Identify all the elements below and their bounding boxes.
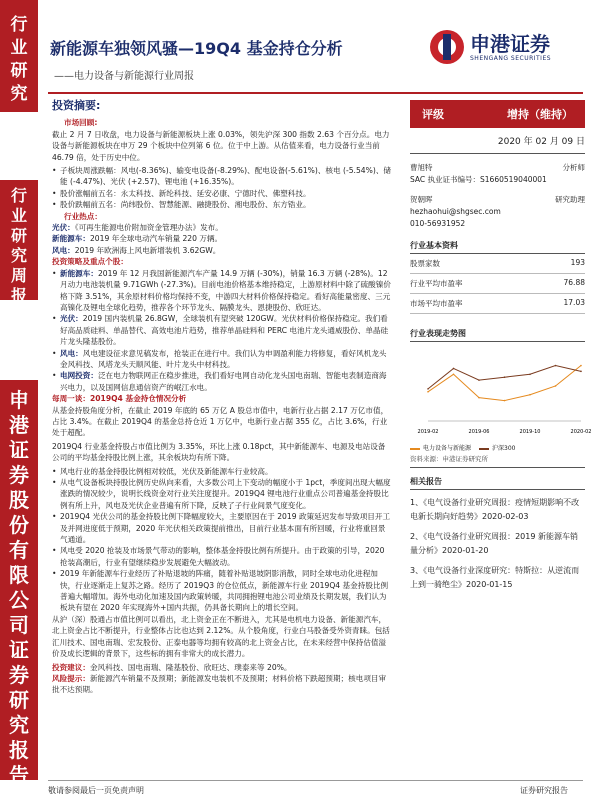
weekly-paragraph-1: 从基金持股角度分析，在截止 2019 年底的 65 万亿 A 股总市值中，电新行业占据 2.17 万亿市值，占比 3.4%。在截止 2019Q4 的基金总持仓近 1 万亿中，电新行业占据 355 亿，占比 3.6%，行业处于超配。 [52, 405, 389, 438]
info-row-value: 76.88 [563, 278, 585, 287]
risk-warning-text: 新能源汽车销量不及预期；新能源发电装机不及预期；材料价格下跌超预期；核电项目审批不达预期。 [52, 673, 387, 695]
band-char: 司 [9, 613, 29, 637]
info-row-key: 行业平均市盈率 [410, 279, 463, 288]
related-report-link[interactable]: 1、《电气设备行业研究周报：疫情短期影响不改电新长期向好趋势》2020-02-03 [410, 498, 580, 521]
series-point [478, 397, 480, 399]
rating-bar [410, 100, 585, 128]
info-row [410, 254, 585, 274]
band-char: 券 [9, 463, 29, 487]
band-char: 业 [10, 206, 27, 225]
band-char: 限 [9, 563, 29, 587]
strategy-wind [52, 348, 392, 371]
series-point [555, 365, 557, 367]
series-point [504, 376, 506, 378]
strategy-grid-label: 电网投资： [60, 371, 98, 381]
band-char: 报 [10, 286, 27, 305]
series-point [427, 391, 429, 393]
band-char: 研 [10, 61, 28, 81]
analyst-2-email[interactable]: hezhaohui@shgsec.com [410, 207, 501, 216]
side-band-weekly [0, 180, 38, 305]
band-char: 研 [10, 226, 27, 245]
hot-topic-pv-text: 《可再生能源电价附加资金管理办法》发布。 [74, 223, 223, 233]
analyst-1-name: 曹旭特 [410, 163, 433, 172]
band-char: 申 [9, 388, 29, 412]
footer-report-type: 证券研究报告 [520, 786, 568, 795]
series-point [453, 368, 455, 370]
band-char: 券 [9, 663, 29, 687]
hot-topic-ev [52, 233, 392, 244]
hot-topic-wind [52, 245, 392, 256]
band-char: 行 [10, 186, 27, 205]
top-losers-bullet: • 股价跌幅前五名：尚纬股份、智慧能源、融捷股份、湘电股份、东方锆业。 [52, 199, 392, 210]
weekly-bullet-wind-2020: • 风电受 2020 抢装及市场景气带动的影响，整体基金持股比例有所提升。由于政策的引导，2020 抢装高潮后，行业有望继续稳步发展避免大幅波动。 [52, 545, 392, 568]
series-point [478, 379, 480, 381]
band-char: 公 [9, 588, 29, 612]
strategy-pv [52, 313, 392, 347]
logo-name-cn: 申港证券 [470, 31, 550, 56]
band-char: 究 [10, 84, 28, 104]
x-tick-label: 2020-02 [570, 429, 592, 435]
report-date: 2020 年 02 月 09 日 [497, 137, 585, 147]
info-row-key: 市场平均市盈率 [410, 299, 463, 308]
performance-chart [410, 342, 592, 437]
band-char: 份 [9, 513, 29, 537]
hot-topic-ev-label: 新能源车： [52, 234, 90, 244]
hot-topic-pv-label: 光伏： [52, 223, 75, 233]
header-divider [48, 92, 583, 94]
rating-label: 评级 [422, 108, 444, 121]
strategy-wind-text: 风电建设征求意见稿发布，抢装正在进行中。我们认为申调盈利能力将修复，看好风机龙头金风科技、风塔龙头天顺风能、叶片龙头中材科技。 [60, 348, 387, 369]
side-band-top [0, 0, 38, 112]
weekly-paragraph-3: 从沪（深）股通占市值比例可以看出，北上资金正在不断进入，尤其是电机电力设备、新能源汽车，北上资金占比不断提升，行业整体占比也达到 2.12%。从个股角度，行业白马股备受外资青睐。包括汇川技术、国电南瑞、宏发股份、正泰电器等均拥有较高的北上资金占比，在未来经营中保持估值溢价及成长逻辑的背景下，这些标的拥有非常大的成长潜力。 [52, 614, 390, 659]
report-title: 新能源车独领风骚—19Q4 基金持仓分析 [50, 39, 343, 58]
title-block [50, 36, 410, 82]
investment-advice-label: 投资建议： [52, 662, 90, 672]
analyst-1-role: 分析师 [562, 163, 585, 172]
weekly-bullet-pv: • 2019Q4 光伏公司的基金持股比例下降幅度较大，主要原因在于 2019 政策延迟发布导致项目开工及并网进度低于预期，2020 年光伏相关政策提前推出，目前行业基本面有所回暖，行业将重回景气通道。 [52, 511, 392, 545]
strategy-ev-label: 新能源车： [60, 268, 98, 278]
band-char: 究 [10, 246, 27, 265]
hot-topic-pv [52, 222, 392, 233]
band-char: 股 [9, 488, 29, 512]
logo-name-en: SHENGANG SECURITIES [470, 54, 552, 62]
x-tick-label: 2019-02 [417, 429, 439, 435]
risk-warning-label: 风险提示： [52, 673, 90, 683]
band-char: 证 [9, 438, 29, 462]
related-report-link[interactable]: 3、《电气设备行业深度研究：特斯拉：从逆流而上到一骑绝尘》2020-01-15 [410, 566, 580, 589]
band-char: 报 [9, 738, 29, 762]
analyst-2-phone: 010-56931952 [410, 219, 466, 228]
report-subtitle: ——电力设备与新能源行业周报 [54, 71, 194, 82]
info-row-key: 股票家数 [410, 259, 440, 268]
hot-topics-heading: 行业热点： [64, 211, 102, 221]
legend-series-1: 电力设备与新能源 [410, 443, 471, 452]
info-row-value: 17.03 [563, 298, 585, 307]
chart-title: 行业表现走势图 [410, 328, 585, 342]
info-column [410, 100, 592, 592]
related-reports-title: 相关报告 [410, 476, 585, 490]
basic-info-title: 行业基本资料 [410, 240, 585, 254]
strategy-wind-label: 风电： [60, 348, 83, 358]
band-char: 港 [9, 413, 29, 437]
top-gainers-bullet: • 股价涨幅前五名：永太科技、新纶科技、延安必康、宁德时代、佛塑科技。 [52, 188, 392, 199]
strategy-pv-text: 2019 国内装机量 26.8GW，全球装机有望突破 120GW。光伏材料价格保持稳定。我们看好高品质硅料、单晶替代、高效电池片趋势，推荐单晶硅料和 PERC 电池片龙头通威股份、单晶硅片龙头隆基股份。 [60, 314, 389, 347]
risk-warning [52, 673, 392, 696]
analyst-1-id: SAC 执业证书编号：S1660519040001 [410, 175, 547, 184]
chart-legend [410, 443, 585, 452]
investment-advice-text: 金风科技、国电南瑞、隆基股份、欣旺达、璞泰来等 20%。 [89, 662, 292, 672]
summary-heading: 投资摘要: [52, 99, 101, 112]
band-char: 业 [10, 38, 28, 58]
series-point [555, 385, 557, 387]
strategy-ev [52, 268, 392, 314]
band-char: 研 [9, 688, 29, 712]
weekly-bullet-ev: • 2019 年新能源车行业经历了补贴退坡的阵痛，随着补贴退坡阴影消散，同时全球电动化进程加快，行业逐渐走上复苏之路。经历了 2019Q3 的仓位低点，新能源车行业 2019Q4 基金持股比例普遍大幅增加。海外电动化加速及国内政策转暖，共同拥抱锂电池公司业绩及长期发展，我们认为板块有望在 2020 年实现海外+国内共振，仍具备长期向上的增长空间。 [52, 568, 392, 614]
weekly-bullet-wind: • 风电行业的基金持股比例相对较低，光伏及新能源车行业较高。 [52, 466, 392, 477]
band-char: 证 [9, 638, 29, 662]
analyst-1 [410, 162, 585, 186]
hot-topic-wind-text: 2019 年欧洲海上风电新增装机 3.62GW。 [74, 245, 221, 255]
band-char: 究 [9, 713, 29, 737]
weekly-bullet-history: • 从电气设备板块持股比例历史纵向来看，大多数公司上下变动的幅度小于 1pct，季度间出现大幅度涨跌的情况较少，说明长线资金对行业关注度提升。2019Q4 锂电池行业重点公司普遍基金持股比例有所上升，风电及光伏企业普遍有所下降，反映了子行业间景气度变化。 [52, 477, 392, 511]
footer-disclaimer[interactable]: 敬请参阅最后一页免责声明 [48, 786, 144, 795]
series-point [580, 365, 582, 367]
rating-value: 增持（维持） [507, 108, 573, 121]
x-tick-label: 2019-06 [468, 429, 490, 435]
series-point [580, 371, 582, 373]
series-point [529, 394, 531, 396]
band-char: 行 [10, 15, 28, 35]
hot-topic-wind-label: 风电： [52, 245, 75, 255]
company-logo [430, 22, 580, 72]
info-row [410, 274, 585, 294]
logo-mark-icon [430, 30, 464, 64]
strategy-grid [52, 370, 392, 393]
info-row-value: 193 [570, 258, 585, 267]
related-report-link[interactable]: 2、《电气设备行业研究周报：2019 新能源车销量分析》2020-01-20 [410, 532, 578, 555]
weekly-topic-heading: 每周一谈：2019Q4 基金持仓情况分析 [52, 394, 187, 404]
market-review-text: 截止 2 月 7 日收盘，电力设备与新能源板块上涨 0.03%，领先沪深 300 指数 2.63 个百分点。电力设备与新能源板块在申万 29 个板块中位列第 6 位。位于中上游。从估值来看，电力设备行业当前 46.79 倍，处于历史中位。 [52, 129, 390, 162]
x-tick-label: 2019-10 [519, 429, 541, 435]
chart-source: 资料来源：申港证券研究所 [410, 454, 585, 468]
side-band-company [0, 380, 38, 787]
footer-divider [48, 780, 583, 781]
analyst-2-name: 贺朝晖 [410, 195, 433, 204]
date-divider [410, 153, 585, 154]
summary-column [52, 100, 392, 696]
strategy-heading: 投资策略及重点个股： [52, 257, 128, 267]
strategy-pv-label: 光伏： [60, 314, 83, 324]
strategy-ev-text: 2019 年 12 月我国新能源汽车产量 14.9 万辆 (-30%)，销量 16.3 万辆 (-28%)。12 月动力电池装机量 9.71GWh (-27.3%)。目前电池价格基本维持稳定，上游原材料中除了硫酸镍价格下降 3.51%，其余原材料价格均保持不变，中游四大材料价格保持稳定。看好高能量密度、三元高镍化及锂电全球化趋势，推荐各个环节龙头、隔膜龙头、恩捷股份、欣旺达。 [60, 268, 391, 312]
analyst-2-role: 研究助理 [555, 195, 585, 204]
investment-advice [52, 662, 392, 673]
weekly-paragraph-2: 2019Q4 行业基金持股占市值比例为 3.35%，环比上涨 0.18pct，其中新能源车、电源及电站设备公司的平均基金持股比例上涨，其余板块均有所下降。 [52, 441, 386, 463]
series-point [453, 373, 455, 375]
strategy-grid-text: 泛在电力物联网正在稳步推进，我们看好电网自动化龙头国电南瑞、智能电表制造商海兴电力，以及国网信息通信资产的岷江水电。 [60, 371, 387, 392]
series-point [529, 373, 531, 375]
sector-change-bullet: • 子板块周涨跌幅：风电(-8.36%)、输变电设备(-8.29%)、配电设备(-5.61%)、核电 (-5.54%)、储能 (-4.47%)、光伏 (+2.57)、锂电池 (+16.35%)。 [52, 165, 392, 188]
market-review-heading: 市场回顾: [64, 118, 98, 128]
series-point [504, 400, 506, 402]
band-char: 周 [10, 266, 27, 285]
analyst-2 [410, 194, 585, 230]
band-char: 有 [9, 538, 29, 562]
series-point [427, 388, 429, 390]
hot-topic-ev-text: 2019 年全球电动汽车销量 220 万辆。 [89, 234, 223, 244]
legend-series-2: 沪深300 [479, 443, 515, 452]
band-char: 告 [9, 763, 29, 787]
info-row [410, 294, 585, 314]
